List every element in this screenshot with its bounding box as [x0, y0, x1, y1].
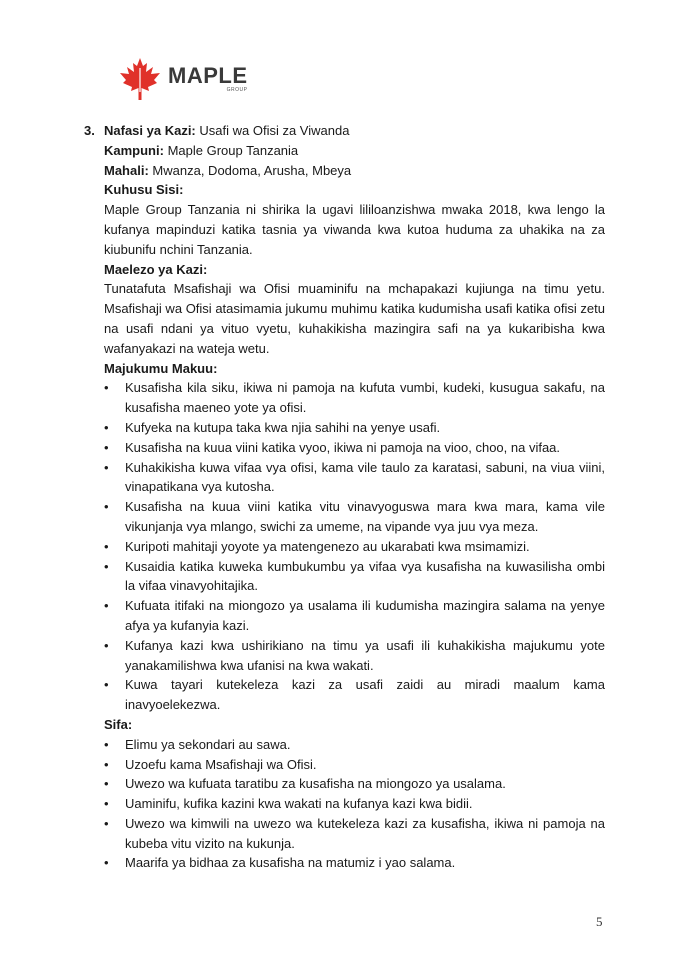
list-item: [104, 458, 605, 498]
list-item: [104, 438, 605, 458]
duty-text: Kusafisha kila siku, ikiwa ni pamoja na kufuta vumbi, kudeki, kusugua sakafu, na kusafisha maeneo yote ya ofisi.: [125, 380, 605, 416]
position-value: Usafi wa Ofisi za Viwanda: [199, 123, 350, 138]
duty-text: Kufanya kazi kwa ushirikiano na timu ya usafi ili kuhakikisha majukumu yote yanakamilishwa kwa ufanisi na kwa wakati.: [125, 637, 605, 673]
qualification-text: Uaminifu, kufika kazini kwa wakati na kufanya kazi kwa bidii.: [125, 796, 473, 812]
logo-name: MAPLE: [168, 63, 248, 88]
list-item: [104, 636, 605, 676]
list-item: [104, 814, 605, 854]
list-item: [104, 755, 605, 775]
bullet-icon: •: [104, 637, 109, 653]
company-value: Maple Group Tanzania: [167, 142, 299, 158]
about-heading: Kuhusu Sisi:: [104, 182, 184, 198]
list-item: [104, 537, 605, 557]
duty-text: Kufyeka na kutupa taka kwa njia sahihi na yenye usafi.: [125, 419, 441, 435]
bullet-icon: •: [104, 598, 109, 614]
list-item: [104, 794, 605, 814]
bullet-icon: •: [104, 439, 109, 455]
bullet-icon: •: [104, 677, 109, 693]
list-item: [104, 853, 605, 873]
location-value: Mwanza, Dodoma, Arusha, Mbeya: [152, 162, 352, 178]
bullet-icon: •: [104, 796, 109, 812]
description-text: Tunatafuta Msafishaji wa Ofisi muaminifu na mchapakazi kujiunga na timu yetu. Msafishaji wa Ofisi atasimamia jukumu muhimu katika kudumisha usafi katika ofisi zetu na usafi ndani ya vituo vyetu, kuhakikisha mazingira safi na ya kukaribisha kwa wafanyakazi na wateja wetu.: [104, 281, 605, 356]
duty-text: Kuhakikisha kuwa vifaa vya ofisi, kama vile taulo za karatasi, sabuni, na viua viini, vinapatikana vya kutosha.: [125, 459, 605, 495]
list-item: [104, 735, 605, 755]
bullet-icon: •: [104, 538, 109, 554]
qualifications-heading: Sifa:: [104, 716, 133, 732]
bullet-icon: •: [104, 855, 109, 871]
qualification-text: Uzoefu kama Msafishaji wa Ofisi.: [125, 756, 317, 772]
job-number: 3.: [84, 123, 95, 138]
qualification-text: Maarifa ya bidhaa za kusafisha na matumiz i yao salama.: [125, 855, 456, 871]
location-row: [104, 161, 605, 181]
bullet-icon: •: [104, 558, 109, 574]
bullet-icon: •: [104, 499, 109, 515]
bullet-icon: •: [104, 815, 109, 831]
company-label: Kampuni:: [104, 142, 164, 158]
duty-text: Kusaidia katika kuweka kumbukumbu ya vifaa vya kusafisha na kuwasilisha ombi la vifaa vinavyohitajika.: [125, 558, 605, 594]
bullet-icon: •: [104, 776, 109, 792]
logo-subtitle: GROUP: [226, 87, 248, 93]
duty-text: Kuripoti mahitaji yoyote ya matengenezo au ukarabati kwa msimamizi.: [125, 538, 530, 554]
list-item: [104, 675, 605, 715]
bullet-icon: •: [104, 756, 109, 772]
qualification-text: Elimu ya sekondari au sawa.: [125, 736, 291, 752]
bullet-icon: •: [104, 459, 109, 475]
qualification-text: Uwezo wa kufuata taratibu za kusafisha na miongozo ya usalama.: [125, 776, 506, 792]
duties-heading: Majukumu Makuu:: [104, 360, 218, 376]
page-number: 5: [596, 914, 603, 929]
position-label: Nafasi ya Kazi:: [104, 123, 196, 138]
about-text: Maple Group Tanzania ni shirika la ugavi lililoanzishwa mwaka 2018, kwa lengo la kufanya mapinduzi katika tasnia ya viwanda kwa kutoa huduma za uhakika na za kiubunifu nchini Tanzania.: [104, 202, 605, 257]
duty-text: Kusafisha na kuua viini katika vitu vinavyoguswa mara kwa mara, kama vile vikunjanja vya mlango, swichi za umeme, na vipande vya juu vya meza.: [125, 499, 605, 534]
bullet-icon: •: [104, 736, 109, 752]
bullet-icon: •: [104, 419, 109, 435]
company-row: [104, 141, 605, 161]
list-item: [104, 378, 605, 418]
description-heading: Maelezo ya Kazi:: [104, 261, 208, 277]
list-item: [104, 497, 605, 537]
job-posting: [104, 121, 605, 873]
duty-text: Kufuata itifaki na miongozo ya usalama ili kudumisha mazingira salama na yenye afya ya kufanyia kazi.: [125, 598, 605, 633]
bullet-icon: •: [104, 380, 109, 396]
qualifications-list: [104, 735, 605, 874]
list-item: [104, 557, 605, 597]
maple-leaf-icon: [118, 56, 162, 102]
list-item: [104, 418, 605, 438]
position-row: [104, 121, 605, 141]
location-label: Mahali:: [104, 162, 149, 178]
duty-text: Kusafisha na kuua viini katika vyoo, ikiwa ni pamoja na vioo, choo, na vifaa.: [125, 439, 561, 455]
qualification-text: Uwezo wa kimwili na uwezo wa kutekeleza kazi za kusafisha, ikiwa ni pamoja na kubeba vitu vizito na kukunja.: [125, 815, 605, 851]
list-item: [104, 596, 605, 636]
duty-text: Kuwa tayari kutekeleza kazi za usafi zaidi au miradi maalum kama inavyoelekezwa.: [125, 677, 605, 713]
company-logo: [118, 56, 248, 102]
list-item: [104, 774, 605, 794]
duties-list: [104, 378, 605, 715]
